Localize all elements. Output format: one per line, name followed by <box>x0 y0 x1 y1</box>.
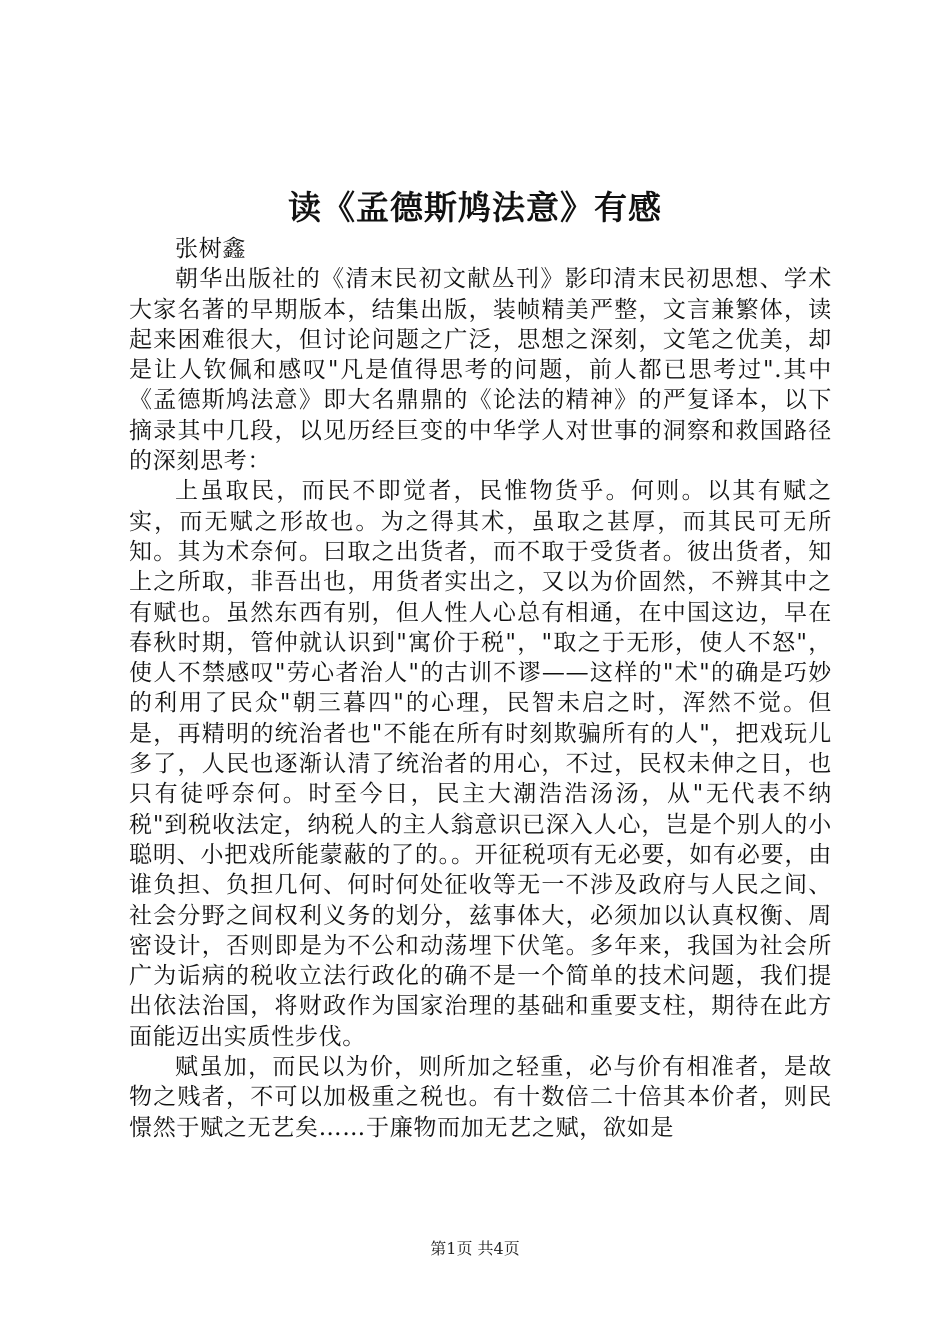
document-body <box>129 234 832 1143</box>
paragraph-quote-1: 上虽取民，而民不即觉者，民惟物货乎。何则。以其有赋之实，而无赋之形故也。为之得其术，虽取之甚厚，而其民可无所知。其为术奈何。曰取之出货者，而不取于受货者。彼出货者，知上之所取，非吾出也，用货者实出之，又以为价固然，不辨其中之有赋也。虽然东西有别，但人性人心总有相通，在中国这边，早在春秋时期，管仲就认识到"寓价于税"，"取之于无形，使人不怒"，使人不禁感叹"劳心者治人"的古训不谬——这样的"术"的确是巧妙的利用了民众"朝三暮四"的心理，民智未启之时，浑然不觉。但是，再精明的统治者也"不能在所有时刻欺骗所有的人"，把戏玩儿多了，人民也逐渐认清了统治者的用心，不过，民权未伸之日，也只有徒呼奈何。时至今日，民主大潮浩浩汤汤，从"无代表不纳税"到税收法定，纳税人的主人翁意识已深入人心，岂是个别人的小聪明、小把戏所能蒙蔽的了的。。开征税项有无必要，如有必要，由谁负担、负担几何、何时何处征收等无一不涉及政府与人民之间、社会分野之间权利义务的划分，兹事体大，必须加以认真权衡、周密设计，否则即是为不公和动荡埋下伏笔。多年来，我国为社会所广为诟病的税收立法行政化的确不是一个简单的技术问题，我们提出依法治国，将财政作为国家治理的基础和重要支柱，期待在此方面能迈出实质性步伐。 <box>129 478 832 1050</box>
paragraph-quote-2: 赋虽加，而民以为价，则所加之轻重，必与价有相准者，是故物之贱者，不可以加极重之税也。有十数倍二十倍其本价者，则民憬然于赋之无艺矣……于廉物而加无艺之赋，欲如是 <box>129 1054 832 1141</box>
document-title: 读《孟德斯鸠法意》有感 <box>288 188 662 227</box>
paragraph-intro: 朝华出版社的《清末民初文献丛刊》影印清末民初思想、学术大家名著的早期版本，结集出版，装帧精美严整，文言兼繁体，读起来困难很大，但讨论问题之广泛，思想之深刻，文笔之优美，却是让人钦佩和感叹"凡是值得思考的问题，前人都已思考过".其中《孟德斯鸠法意》即大名鼎鼎的《论法的精神》的严复译本，以下摘录其中几段，以见历经巨变的中华学人对世事的洞察和救国路径的深刻思考： <box>129 266 832 475</box>
author-name: 张树鑫 <box>175 236 247 262</box>
page-number-footer: 第1页 共4页 <box>430 1239 520 1258</box>
